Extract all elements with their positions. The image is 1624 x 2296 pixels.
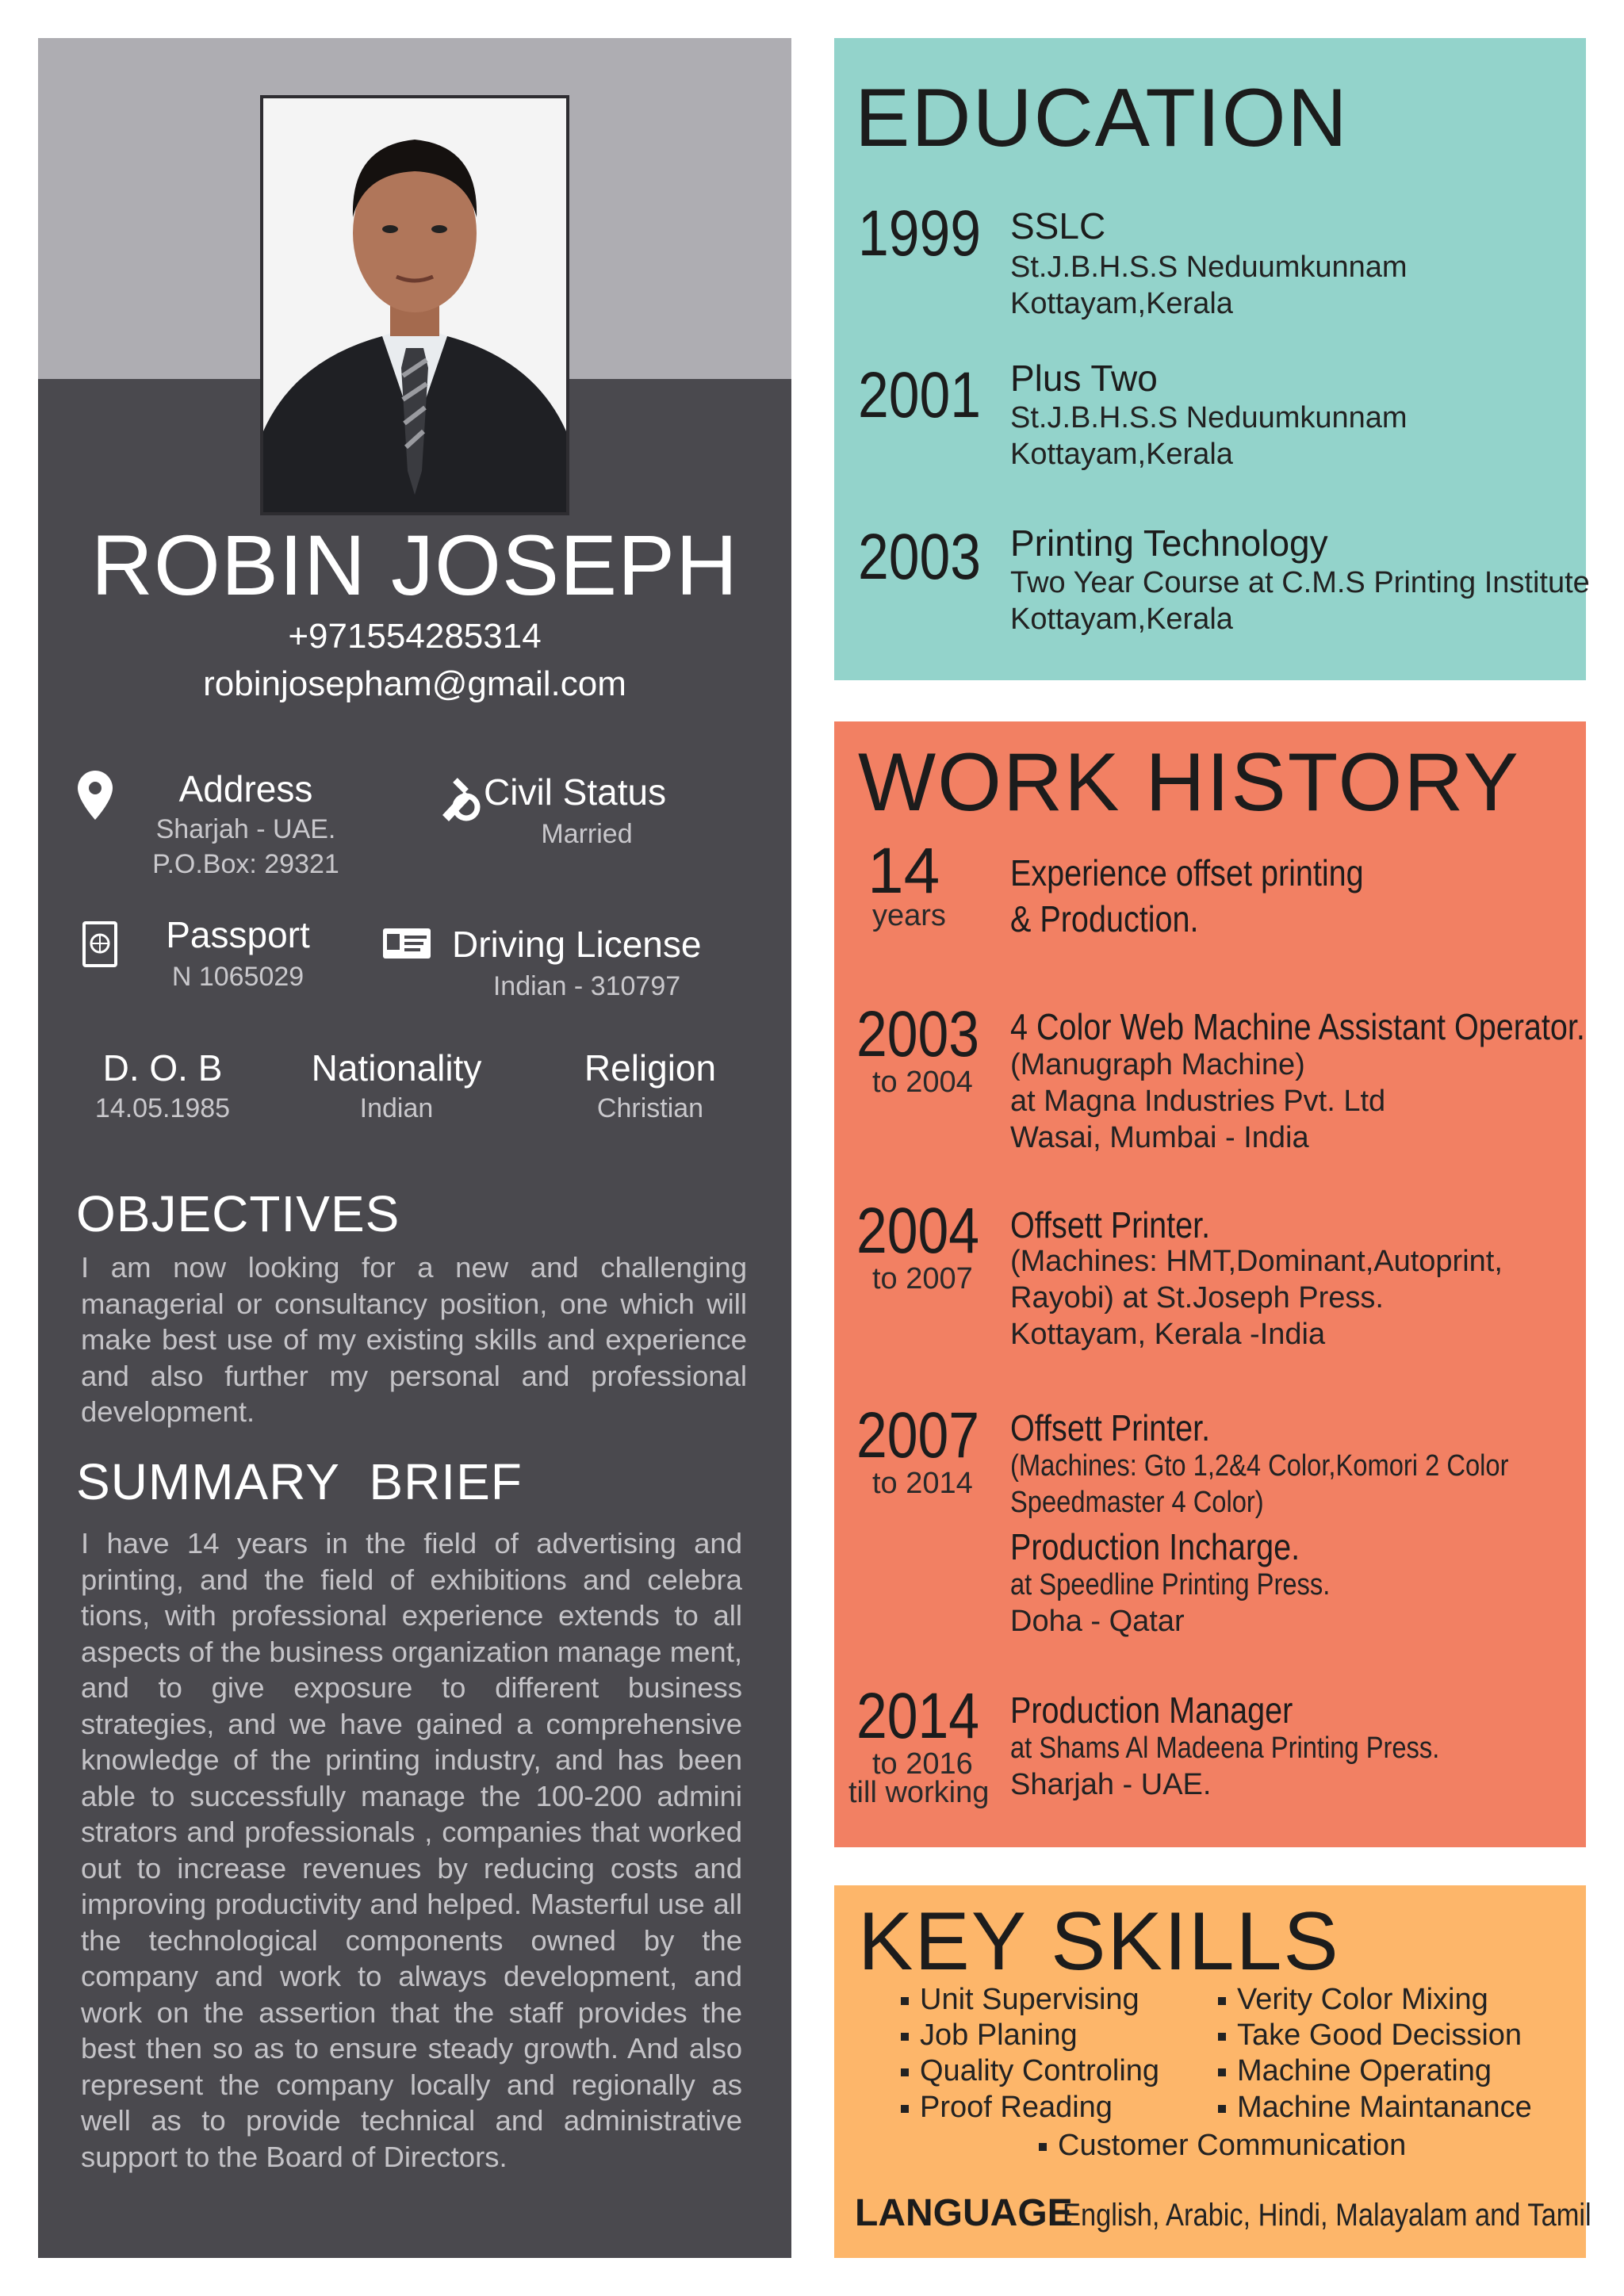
education-title: EDUCATION bbox=[855, 72, 1349, 164]
passport-title: Passport bbox=[166, 914, 310, 955]
skill-item: Proof Reading bbox=[901, 2090, 1113, 2126]
edu-title: Printing Technology bbox=[1010, 522, 1328, 564]
rings-icon bbox=[435, 775, 482, 827]
skill-item: Quality Controling bbox=[901, 2053, 1159, 2090]
work-history-title: WORK HISTORY bbox=[858, 737, 1520, 828]
work-title: 4 Color Web Machine Assistant Operator. bbox=[1010, 1006, 1585, 1047]
work-line: at Shams Al Madeena Printing Press. bbox=[1010, 1732, 1440, 1765]
experience-number: 14 bbox=[868, 835, 940, 907]
phone-number: +971554285314 bbox=[288, 617, 542, 656]
work-line: Wasai, Mumbai - India bbox=[1010, 1121, 1309, 1154]
civil-status-value: Married bbox=[541, 819, 633, 849]
driving-license-value: Indian - 310797 bbox=[492, 971, 681, 1001]
edu-line: Kottayam,Kerala bbox=[1010, 287, 1233, 320]
work-year-to: to 2014 bbox=[872, 1467, 973, 1500]
skill-item: Machine Maintanance bbox=[1218, 2090, 1532, 2126]
address-title: Address bbox=[178, 768, 313, 809]
passport-value: N 1065029 bbox=[171, 962, 304, 992]
religion-value: Christian bbox=[596, 1093, 704, 1123]
work-title-2: Production Incharge. bbox=[1010, 1526, 1300, 1567]
skill-item: Job Planing bbox=[901, 2018, 1078, 2054]
email-address: robinjosepham@gmail.com bbox=[203, 664, 626, 703]
skill-item: Machine Operating bbox=[1218, 2053, 1492, 2090]
skill-item: Take Good Decission bbox=[1218, 2018, 1522, 2054]
summary-title: SUMMARY BRIEF bbox=[76, 1453, 523, 1510]
work-title: Production Manager bbox=[1010, 1689, 1293, 1731]
address-line-1: Sharjah - UAE. bbox=[155, 814, 336, 844]
work-line: Kottayam, Kerala -India bbox=[1010, 1318, 1326, 1351]
work-year-to: to 2007 bbox=[872, 1262, 973, 1295]
work-year: 2003 bbox=[856, 998, 980, 1070]
license-card-icon bbox=[382, 928, 431, 963]
languages-list: English, Arabic, Hindi, Malayalam and Tamil bbox=[1063, 2198, 1591, 2233]
language-label: LANGUAGE bbox=[855, 2192, 1073, 2234]
edu-line: Kottayam,Kerala bbox=[1010, 603, 1233, 636]
nationality-title: Nationality bbox=[311, 1047, 482, 1089]
edu-year: 2003 bbox=[858, 521, 982, 593]
work-line: at Magna Industries Pvt. Ltd bbox=[1010, 1085, 1386, 1118]
work-line: (Machines: HMT,Dominant,Autoprint, bbox=[1010, 1245, 1503, 1278]
work-year: 2004 bbox=[856, 1195, 980, 1267]
work-title: Offsett Printer. bbox=[1010, 1204, 1211, 1246]
civil-status-title: Civil Status bbox=[484, 771, 667, 813]
edu-line: St.J.B.H.S.S Neduumkunnam bbox=[1010, 251, 1408, 284]
skill-item: Unit Supervising bbox=[901, 1982, 1139, 2019]
work-title: Offsett Printer. bbox=[1010, 1407, 1211, 1448]
work-year-to: to 2004 bbox=[872, 1066, 973, 1099]
work-year-extra: till working bbox=[848, 1776, 990, 1809]
objectives-title: OBJECTIVES bbox=[76, 1185, 400, 1242]
driving-license-title: Driving License bbox=[452, 924, 702, 965]
dob-value: 14.05.1985 bbox=[94, 1093, 231, 1123]
address-line-2: P.O.Box: 29321 bbox=[152, 849, 339, 879]
edu-line: Two Year Course at C.M.S Printing Institute bbox=[1010, 566, 1590, 599]
work-line: Sharjah - UAE. bbox=[1010, 1768, 1212, 1801]
edu-year: 2001 bbox=[858, 359, 982, 431]
work-line: Rayobi) at St.Joseph Press. bbox=[1010, 1281, 1384, 1314]
work-year: 2014 bbox=[856, 1680, 980, 1752]
edu-title: Plus Two bbox=[1010, 358, 1158, 399]
work-line: (Machines: Gto 1,2&4 Color,Komori 2 Color bbox=[1010, 1449, 1509, 1483]
work-line: at Speedline Printing Press. bbox=[1010, 1568, 1331, 1601]
work-line: (Manugraph Machine) bbox=[1010, 1048, 1305, 1081]
nationality-value: Indian bbox=[359, 1093, 434, 1123]
work-line: Doha - Qatar bbox=[1010, 1605, 1185, 1638]
candidate-name: ROBIN JOSEPH bbox=[90, 517, 739, 613]
edu-title: SSLC bbox=[1010, 205, 1106, 247]
experience-unit: years bbox=[872, 899, 946, 932]
edu-line: Kottayam,Kerala bbox=[1010, 438, 1233, 471]
profile-photo bbox=[260, 95, 569, 515]
key-skills-title: KEY SKILLS bbox=[858, 1896, 1340, 1988]
location-pin-icon bbox=[78, 771, 113, 824]
summary-text: I have 14 years in the field of advertising and printing, and the field of exhibitions and celebra tions, with professional experience extends to all aspects of the business organization manage ment, and to give exposure to different business strategies, and we have gained a comprehensive knowledge of the printing industry, and has been able to successfully manage the 100-200 admini strators and professionals , companies that worked out to increase revenues by reducing costs and improving productivity and helped. Masterful use all the technological components owned by the company and work to always development, and work on the assertion that the staff provides the best then so as to ensure steady growth. And also represent the company locally and regionally as well as to provide technical and administrative support to the Board of Directors. bbox=[81, 1527, 742, 2173]
experience-line: & Production. bbox=[1010, 898, 1199, 939]
work-year-to: to 2016 bbox=[872, 1747, 973, 1781]
edu-line: St.J.B.H.S.S Neduumkunnam bbox=[1010, 401, 1408, 434]
work-year: 2007 bbox=[856, 1399, 980, 1471]
skill-item: Verity Color Mixing bbox=[1218, 1982, 1488, 2019]
edu-year: 1999 bbox=[858, 197, 982, 270]
skill-item: Customer Communication bbox=[1039, 2128, 1406, 2164]
work-line: Speedmaster 4 Color) bbox=[1010, 1486, 1264, 1519]
objectives-text: I am now looking for a new and challenging managerial or consultancy position, one which will make best use of my existing skills and experience and also further my personal and professional development. bbox=[81, 1251, 747, 1428]
dob-title: D. O. B bbox=[102, 1047, 223, 1089]
religion-title: Religion bbox=[584, 1047, 717, 1089]
passport-icon bbox=[81, 920, 119, 973]
experience-line: Experience offset printing bbox=[1010, 852, 1364, 894]
